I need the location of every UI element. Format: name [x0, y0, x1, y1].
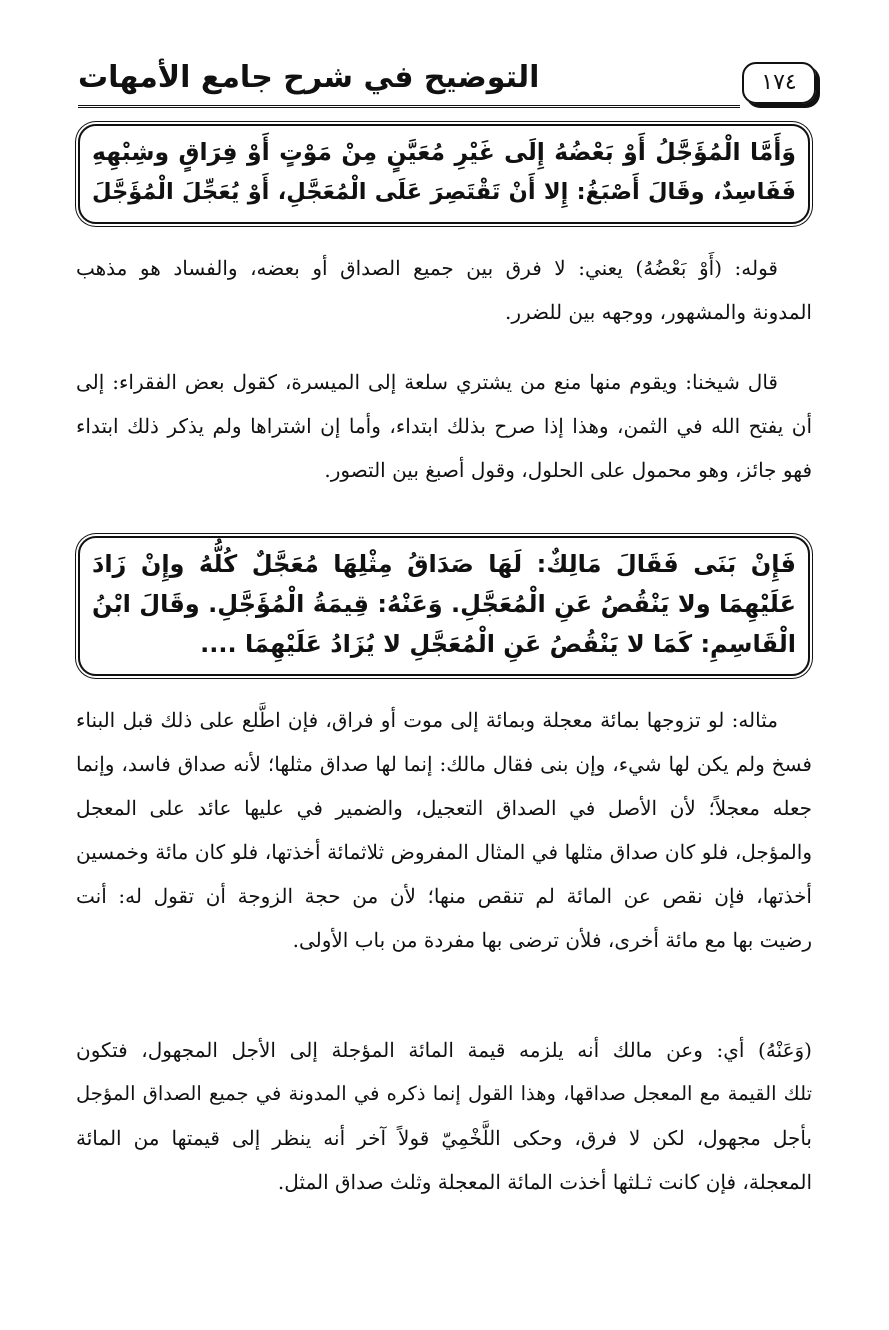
header-rule	[78, 105, 740, 110]
commentary-paragraph-4	[76, 1028, 812, 1204]
matn-box-2	[78, 536, 810, 676]
paragraph-line: أخذتها، فإن نقص عن المائة لم تنقص منها؛ لأن من حجة الزوجة أن تقول له: أنت	[76, 884, 812, 908]
page-number-badge: ١٧٤	[742, 62, 816, 104]
paragraph-line: المعجلة، فإن كانت ثـلثها أخذت المائة المعجلة وثلث صداق المثل.	[277, 1170, 812, 1194]
paragraph-line: بأجل مجهول، لكن لا فرق، وحكى اللَّخْمِيّ قولاً آخر أنه ينظر إلى قيمتها من المائة	[76, 1126, 812, 1150]
matn-box-1	[78, 124, 810, 224]
commentary-paragraph-1	[76, 246, 812, 334]
matn-line: وَأَمَّا الْمُؤَجَّلُ أَوْ بَعْضُهُ إِلَى غَيْرِ مُعَيَّنٍ مِنْ مَوْتٍ أَوْ فِرَاقٍ وشِبْهِهِ	[92, 138, 796, 166]
paragraph-line: (وَعَنْهُ) أي: وعن مالك أنه يلزمه قيمة المائة المؤجلة إلى الأجل المجهول، فتكون	[76, 1038, 812, 1062]
page-header	[78, 52, 818, 112]
running-title: التوضيح في شرح جامع الأمهات	[78, 60, 540, 95]
paragraph-line: والمؤجل، فلو كان صداق مثلها في المثال المفروض ثلاثمائة أخذتها، فلو كان مائة وخمسين	[76, 840, 812, 864]
paragraph-line: تلك القيمة مع المعجل صداقها، وهذا القول إنما ذكره في المدونة في جميع الصداق المؤجل	[76, 1082, 812, 1105]
commentary-paragraph-3	[76, 698, 812, 962]
matn-line: عَلَيْهِمَا ولا يَنْقُصُ عَنِ الْمُعَجَّلِ. وَعَنْهُ: قِيمَةُ الْمُؤَجَّلِ. وقَالَ ابْنُ	[92, 590, 796, 618]
matn-line: فَإِنْ بَنَى فَقَالَ مَالِكٌ: لَهَا صَدَاقُ مِثْلِهَا مُعَجَّلٌ كُلُّهُ وإِنْ زَادَ	[92, 550, 796, 578]
paragraph-line: رضيت بها مع مائة أخرى، فلأن ترضى بها مفردة من باب الأولى.	[292, 928, 812, 952]
matn-line: الْقَاسِمِ: كَمَا لا يَنْقُصُ عَنِ الْمُعَجَّلِ لا يُزَادُ عَلَيْهِمَا ....	[200, 630, 796, 658]
paragraph-line: مثاله: لو تزوجها بمائة معجلة وبمائة إلى موت أو فراق، فإن اطَّلع على ذلك قبل البناء	[76, 708, 778, 732]
paragraph-line: فسخ ولم يكن لها شيء، وإن بنى فقال مالك: إنما لها صداق مثلها؛ لأنه صداق فاسد، وإنما	[76, 752, 812, 776]
paragraph-line: فهو جائز، وهو محمول على الحلول، وقول أصبغ بين التصور.	[324, 458, 812, 482]
paragraph-line: أن يفتح الله في الثمن، وهذا إذا صرح بذلك ابتداء، وأما إن اشتراها ولم يذكر ذلك ابتداء	[76, 414, 812, 438]
paragraph-line: قوله: (أَوْ بَعْضُهُ) يعني: لا فرق بين جميع الصداق أو بعضه، والفساد هو مذهب	[76, 256, 778, 280]
paragraph-line: قال شيخنا: ويقوم منها منع من يشتري سلعة إلى الميسرة، كقول بعض الفقراء: إلى	[76, 370, 778, 394]
commentary-paragraph-2	[76, 360, 812, 492]
matn-line: فَفَاسِدٌ، وقَالَ أَصْبَغُ: إِلا أَنْ تَقْتَصِرَ عَلَى الْمُعَجَّلِ، أَوْ يُعَجِّلَ الْمُؤَجَّلَ	[92, 179, 796, 205]
paragraph-line: جعله معجلاً؛ لأن الأصل في الصداق التعجيل، والضمير في عليها عائد على المعجل	[76, 796, 812, 820]
paragraph-line: المدونة والمشهور، ووجهه بين للضرر.	[504, 300, 812, 324]
